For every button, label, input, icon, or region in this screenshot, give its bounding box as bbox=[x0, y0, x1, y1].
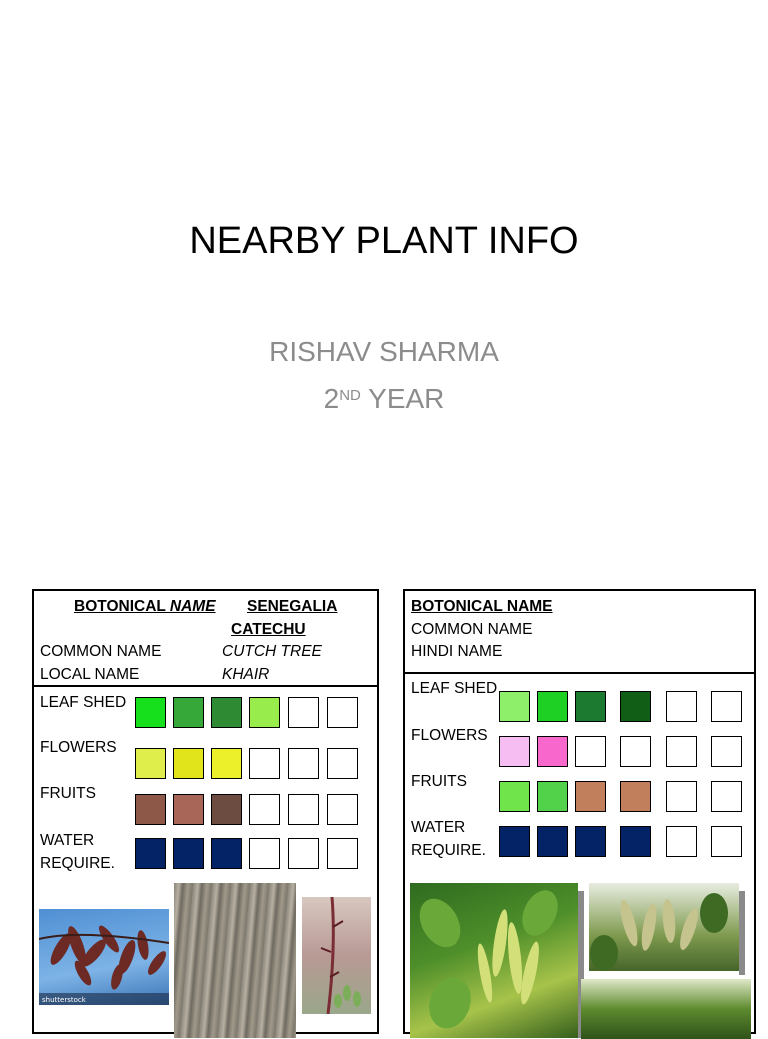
swatch-water-2 bbox=[537, 826, 568, 857]
swatch-fruits-3 bbox=[575, 781, 606, 812]
swatch-water-5 bbox=[666, 826, 697, 857]
year-number: 2 bbox=[323, 383, 340, 414]
swatch-flowers-4 bbox=[620, 736, 651, 767]
leaf-shed-label: LEAF SHED bbox=[411, 680, 498, 697]
swatch-flowers-6 bbox=[327, 748, 358, 779]
photo-credit: shutterstock bbox=[42, 996, 86, 1004]
pod-cluster-photo bbox=[589, 883, 739, 971]
hindi-name-label: HINDI NAME bbox=[411, 643, 503, 660]
card-divider bbox=[34, 685, 377, 687]
water-label-1: WATER bbox=[40, 832, 95, 849]
swatch-water-1 bbox=[499, 826, 530, 857]
swatch-water-6 bbox=[711, 826, 742, 857]
slide-title: NEARBY PLANT INFO bbox=[189, 220, 579, 262]
swatch-leaf-shed-3 bbox=[575, 691, 606, 722]
swatch-leaf-shed-2 bbox=[537, 691, 568, 722]
swatch-flowers-1 bbox=[499, 736, 530, 767]
swatch-flowers-2 bbox=[537, 736, 568, 767]
botanical-name-label: BOTONICAL NAME bbox=[74, 598, 216, 615]
swatch-water-1 bbox=[135, 838, 166, 869]
botanical-name-label: BOTONICAL NAME bbox=[411, 598, 553, 615]
swatch-fruits-6 bbox=[327, 794, 358, 825]
swatch-fruits-6 bbox=[711, 781, 742, 812]
swatch-leaf-shed-3 bbox=[211, 697, 242, 728]
leaves-pods-photo bbox=[410, 883, 578, 1038]
botanical-name-value-1: SENEGALIA bbox=[247, 598, 338, 615]
swatch-leaf-shed-6 bbox=[711, 691, 742, 722]
swatch-fruits-2 bbox=[173, 794, 204, 825]
swatch-water-4 bbox=[249, 838, 280, 869]
swatch-fruits-3 bbox=[211, 794, 242, 825]
seed-pod-photo bbox=[39, 909, 169, 1005]
water-label-2: REQUIRE. bbox=[411, 842, 486, 859]
water-label-1: WATER bbox=[411, 819, 466, 836]
swatch-fruits-1 bbox=[135, 794, 166, 825]
canopy-photo bbox=[581, 979, 751, 1039]
flowers-label: FLOWERS bbox=[40, 739, 117, 756]
swatch-flowers-5 bbox=[288, 748, 319, 779]
leaf-shed-label: LEAF SHED bbox=[40, 694, 127, 711]
year-word: YEAR bbox=[368, 383, 445, 414]
swatch-leaf-shed-2 bbox=[173, 697, 204, 728]
water-label-2: REQUIRE. bbox=[40, 855, 115, 872]
swatch-flowers-1 bbox=[135, 748, 166, 779]
swatch-leaf-shed-1 bbox=[499, 691, 530, 722]
plant-card-2 bbox=[403, 589, 756, 1034]
common-name-label: COMMON NAME bbox=[40, 643, 162, 660]
plant-card-1 bbox=[32, 589, 379, 1034]
swatch-flowers-2 bbox=[173, 748, 204, 779]
swatch-water-2 bbox=[173, 838, 204, 869]
swatch-water-3 bbox=[211, 838, 242, 869]
swatch-water-5 bbox=[288, 838, 319, 869]
swatch-water-6 bbox=[327, 838, 358, 869]
thorn-branch-photo bbox=[302, 897, 371, 1014]
swatch-flowers-3 bbox=[211, 748, 242, 779]
swatch-fruits-4 bbox=[249, 794, 280, 825]
local-name-value: KHAIR bbox=[222, 666, 270, 683]
swatch-flowers-6 bbox=[711, 736, 742, 767]
common-name-label: COMMON NAME bbox=[411, 621, 533, 638]
flowers-label: FLOWERS bbox=[411, 727, 488, 744]
year-line bbox=[0, 383, 768, 415]
swatch-fruits-5 bbox=[288, 794, 319, 825]
swatch-leaf-shed-4 bbox=[249, 697, 280, 728]
fruits-label: FRUITS bbox=[411, 773, 467, 790]
bark-photo bbox=[174, 883, 296, 1038]
swatch-fruits-5 bbox=[666, 781, 697, 812]
swatch-fruits-4 bbox=[620, 781, 651, 812]
swatch-water-3 bbox=[575, 826, 606, 857]
fruits-label: FRUITS bbox=[40, 785, 96, 802]
swatch-leaf-shed-5 bbox=[666, 691, 697, 722]
photo-shadow bbox=[739, 891, 745, 975]
botanical-name-value-2: CATECHU bbox=[231, 621, 306, 638]
swatch-flowers-3 bbox=[575, 736, 606, 767]
swatch-water-4 bbox=[620, 826, 651, 857]
swatch-fruits-1 bbox=[499, 781, 530, 812]
swatch-flowers-4 bbox=[249, 748, 280, 779]
year-superscript: ND bbox=[339, 387, 361, 404]
swatch-leaf-shed-1 bbox=[135, 697, 166, 728]
author-name: RISHAV SHARMA bbox=[269, 336, 499, 367]
swatch-leaf-shed-4 bbox=[620, 691, 651, 722]
swatch-leaf-shed-6 bbox=[327, 697, 358, 728]
local-name-label: LOCAL NAME bbox=[40, 666, 140, 683]
swatch-flowers-5 bbox=[666, 736, 697, 767]
common-name-value: CUTCH TREE bbox=[222, 643, 322, 660]
card-divider bbox=[405, 672, 754, 674]
swatch-fruits-2 bbox=[537, 781, 568, 812]
swatch-leaf-shed-5 bbox=[288, 697, 319, 728]
